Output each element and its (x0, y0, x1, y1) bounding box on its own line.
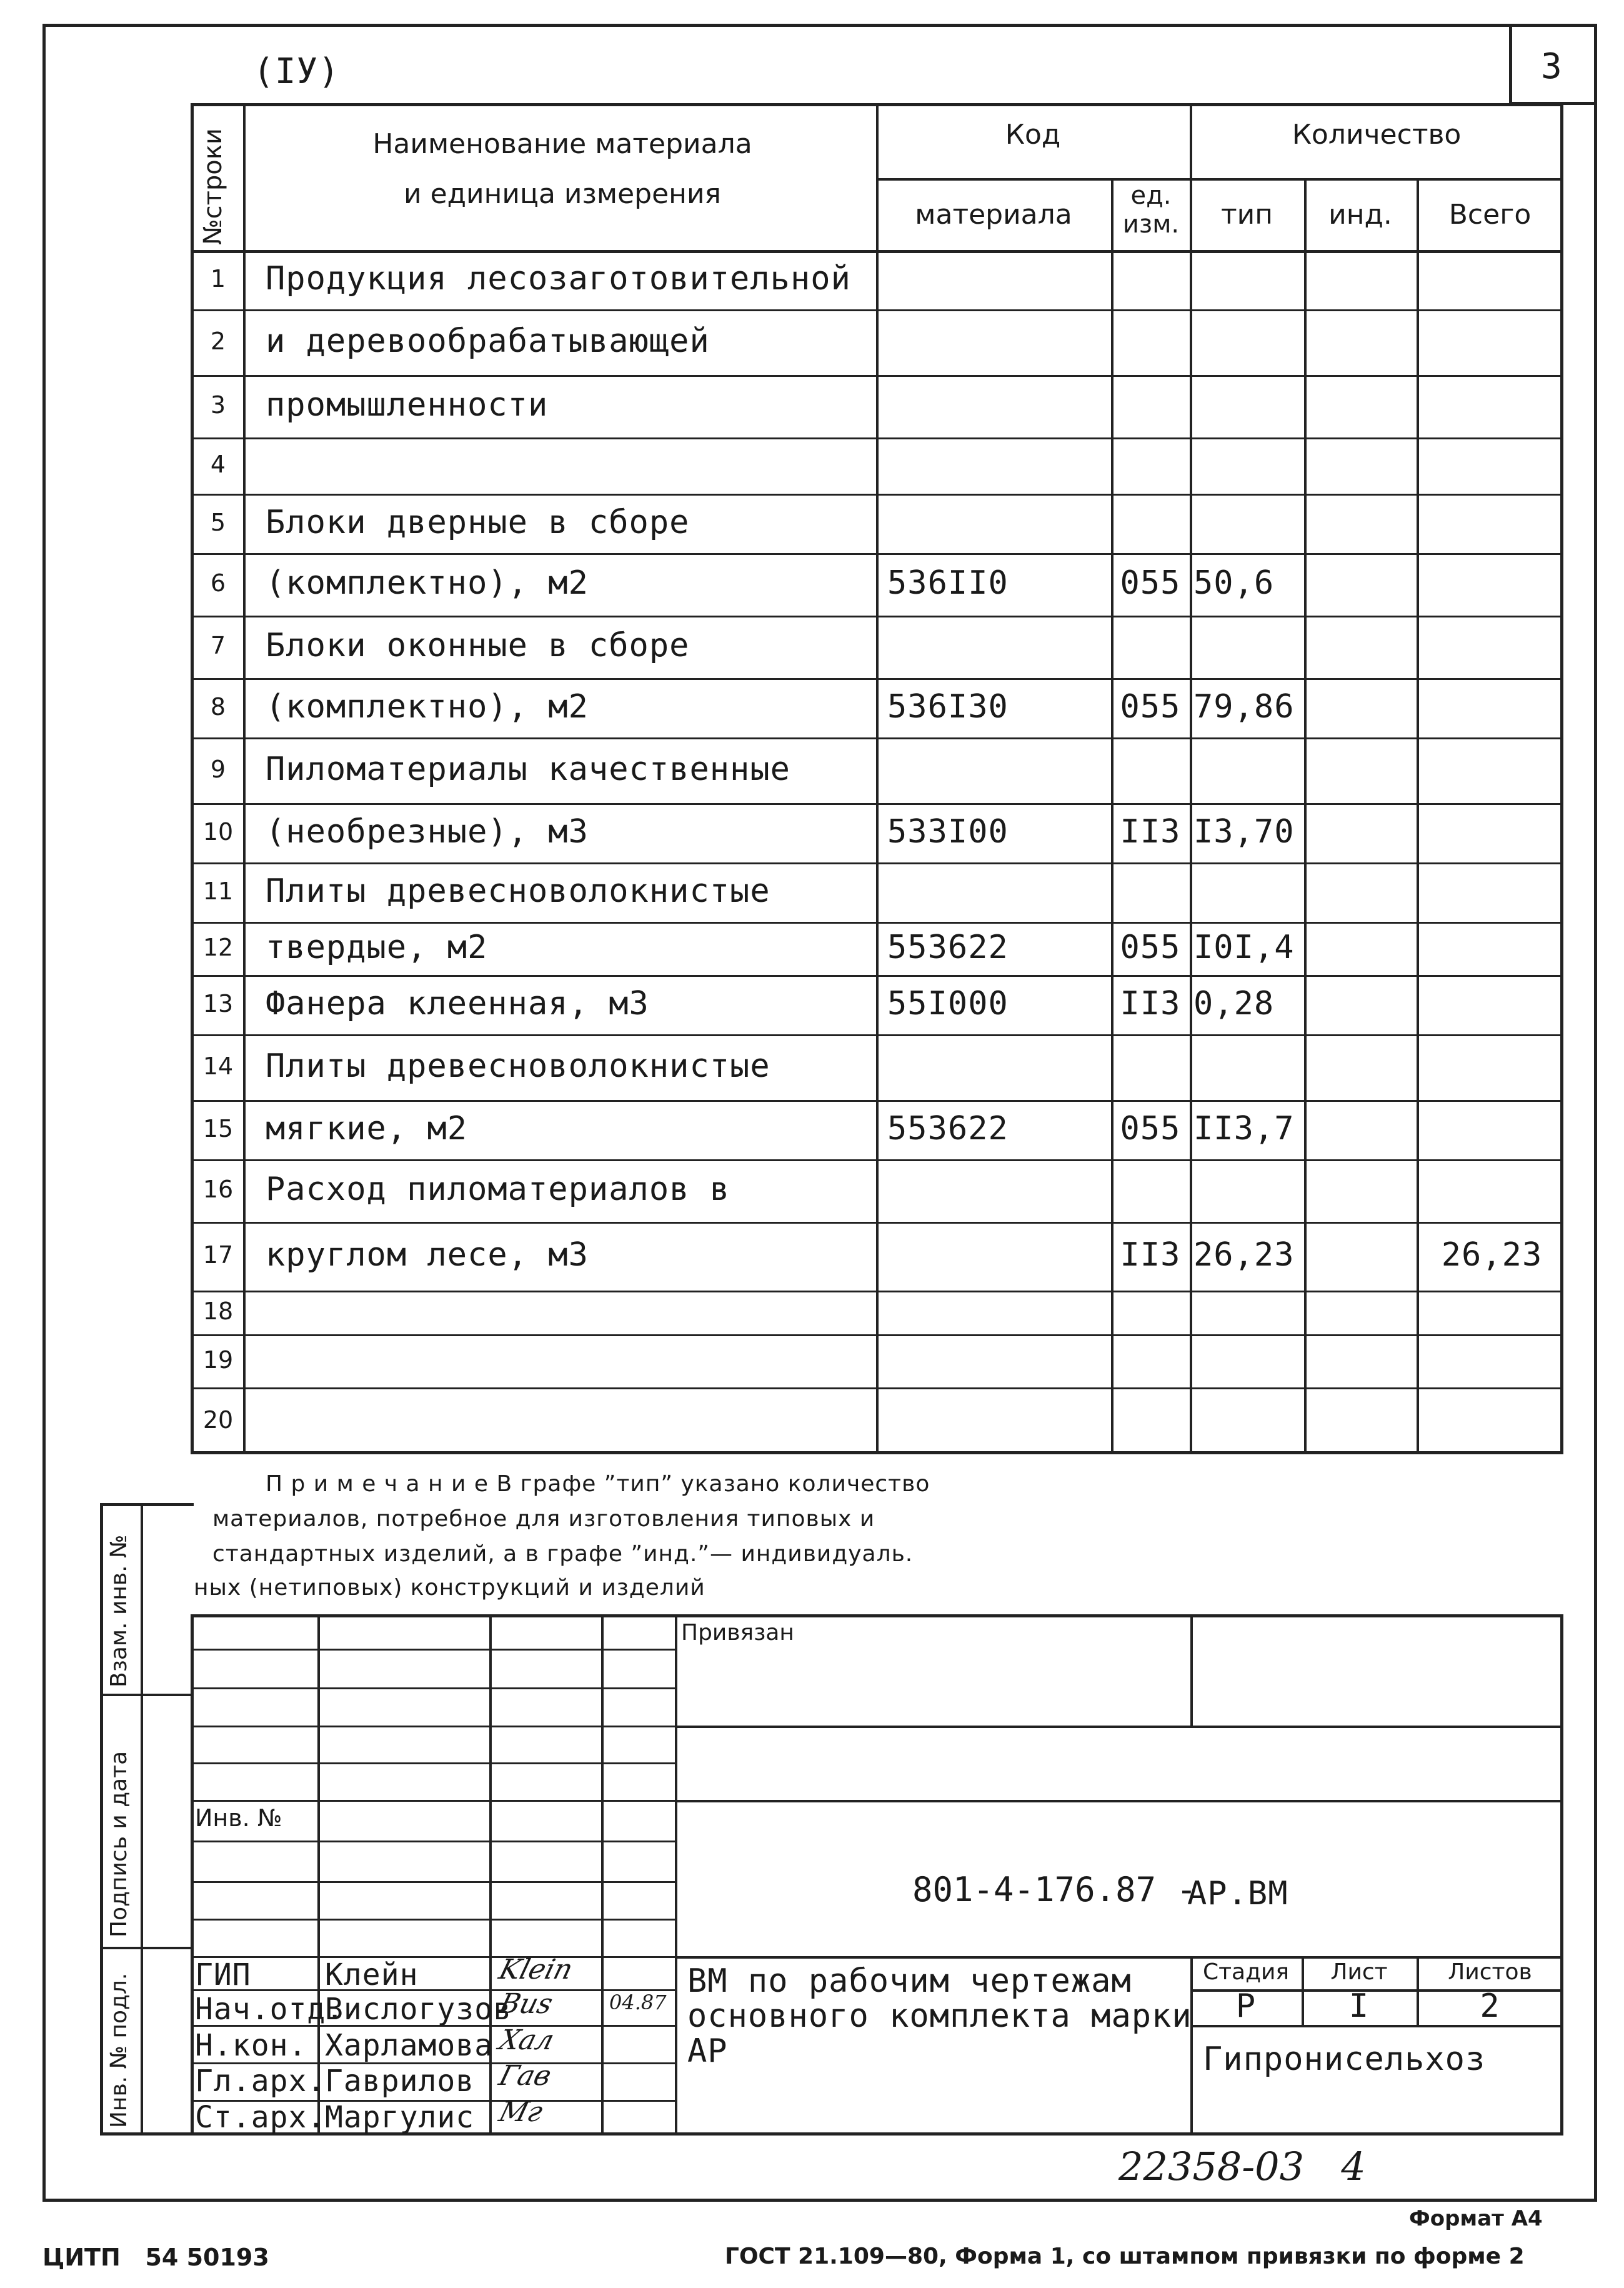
row-number: 15 (202, 1114, 234, 1142)
stamp-grid-line (191, 1989, 675, 1991)
stamp-line-privyazan (675, 1726, 1563, 1728)
cell-name: и деревообрабатывающей (266, 322, 710, 360)
cell-name: мягкие, м2 (266, 1109, 468, 1147)
header-code: Код (1005, 119, 1061, 151)
stamp-privyazan-divider (1190, 1614, 1193, 1726)
stamp-grid-line (191, 1687, 675, 1689)
stage-label: Стадия (1202, 1959, 1290, 1985)
footer-right: ГОСТ 21.109—80, Форма 1, со штампом привязки по форме 2 (725, 2244, 1525, 2269)
handwritten-signature: Klein (496, 1954, 577, 1986)
stamp-grid-line (191, 1762, 675, 1764)
cell-name: твердые, м2 (266, 928, 488, 966)
cell-type: 50,6 (1193, 564, 1275, 602)
row-number: 12 (202, 933, 234, 961)
row-number: 11 (202, 877, 234, 905)
header-qty-total: Всего (1448, 199, 1532, 231)
row-separator (191, 1334, 1563, 1336)
row-number: 4 (210, 451, 226, 478)
sheets-label: Листов (1448, 1959, 1532, 1985)
footer-left: ЦИТП 54 50193 (42, 2244, 269, 2271)
row-separator (191, 1387, 1563, 1389)
signer-role: Н.кон. (195, 2028, 307, 2063)
stamp-col-3 (601, 1614, 604, 2136)
stamp-grid-line (191, 1919, 675, 1921)
header-subline (876, 178, 1563, 181)
row-number: 9 (210, 755, 226, 783)
stamp-stage-value-line (1190, 2025, 1563, 2027)
header-qty-ind: инд. (1328, 199, 1392, 231)
stamp-title-line2: основного комплекта марки (687, 1997, 1192, 2035)
cell-name: круглом лесе, м3 (266, 1236, 589, 1274)
stamp-line-mid (675, 1800, 1563, 1802)
cell-name: Плиты древесноволокнистые (266, 872, 770, 910)
row-number: 14 (202, 1052, 234, 1080)
sheets-value: 2 (1480, 1987, 1500, 2025)
header-bottom-line (191, 250, 1563, 253)
row-separator (191, 737, 1563, 739)
row-number: 6 (210, 569, 226, 597)
note-line2: материалов, потребное для изготовления типовых и (212, 1506, 875, 1532)
row-number: 19 (202, 1346, 234, 1374)
stamp-title-line3: АР (687, 2032, 728, 2070)
row-separator (191, 1100, 1563, 1102)
row-number: 7 (210, 632, 226, 659)
row-separator (191, 309, 1563, 311)
cell-type: 79,86 (1193, 687, 1295, 726)
header-row-no: №строки (199, 128, 227, 245)
row-number: 13 (202, 989, 234, 1017)
col-line-ind (1417, 178, 1419, 1454)
cell-name: (комплектно), м2 (266, 564, 589, 602)
cell-name: (комплектно), м2 (266, 687, 589, 726)
signer-name: Вислогузов (325, 1992, 512, 2027)
stamp-grid-line (191, 1800, 675, 1802)
col-line-name (876, 103, 879, 1454)
row-separator (191, 975, 1563, 977)
row-separator (191, 1222, 1563, 1224)
signer-role: Нач.отд. (195, 1992, 345, 2027)
cell-name: Пиломатериалы качественные (266, 750, 790, 788)
stamp-grid-line (191, 1649, 675, 1651)
row-separator (191, 922, 1563, 924)
note-line3: стандартных изделий, а в графе ”инд.”— индивидуаль. (212, 1541, 914, 1567)
cell-code: 553622 (887, 1109, 1009, 1147)
cell-type: II3,7 (1193, 1109, 1295, 1147)
header-quantity: Количество (1292, 119, 1462, 151)
row-number: 17 (202, 1241, 234, 1269)
cell-unit: II3 (1120, 1236, 1181, 1274)
cell-type: 0,28 (1193, 984, 1275, 1022)
sheet-label: Лист (1330, 1959, 1388, 1985)
stamp-doc-code-typed: АР.ВМ (1187, 1875, 1288, 1912)
row-number: 16 (202, 1176, 234, 1203)
sheet-top-label: (IУ) (253, 51, 340, 92)
side-label-inv-podl: Инв. № подл. (106, 1972, 132, 2128)
cell-code: 536I30 (887, 687, 1009, 726)
row-separator (191, 1034, 1563, 1036)
row-separator (191, 678, 1563, 680)
row-number: 2 (210, 327, 226, 355)
signer-role: Ст.арх. (195, 2100, 326, 2135)
row-separator (191, 437, 1563, 439)
row-separator (191, 862, 1563, 864)
stamp-privyazan-label: Привязан (681, 1620, 794, 1646)
row-number: 8 (210, 692, 226, 721)
cell-unit: II3 (1120, 984, 1181, 1022)
stamp-col-4 (675, 1614, 677, 2136)
row-number: 10 (202, 817, 234, 846)
stamp-grid-line (191, 1726, 675, 1727)
signer-name: Харламова (325, 2028, 494, 2063)
format-label: Формат А4 (1409, 2206, 1543, 2231)
signer-name: Клейн (325, 1957, 419, 1992)
cell-unit: 055 (1120, 1109, 1181, 1147)
row-number: 3 (210, 391, 226, 419)
handwritten-signature: Виs (496, 1988, 557, 2020)
cell-code: 55I000 (887, 984, 1009, 1022)
row-separator (191, 494, 1563, 496)
signer-role: ГИП (195, 1957, 251, 1992)
side-label-vzam: Взам. инв. № (106, 1534, 132, 1687)
row-separator (191, 1159, 1563, 1161)
note-line4: ных (нетиповых) конструкций и изделий (194, 1575, 705, 1601)
side-strip-divider (141, 1503, 143, 2136)
row-separator (191, 616, 1563, 617)
cell-name: промышленности (266, 386, 549, 424)
header-name-line2: и единица измерения (403, 178, 722, 210)
note-line1: П р и м е ч а н и е В графе ”тип” указано количество (266, 1471, 930, 1497)
cell-unit: 055 (1120, 564, 1181, 602)
cell-unit: 055 (1120, 687, 1181, 726)
side-label-podpis: Подпись и дата (106, 1751, 132, 1937)
cell-unit: II3 (1120, 812, 1181, 851)
cell-type: I3,70 (1193, 812, 1295, 851)
handwritten-archive-number: 22358-03 4 (1118, 2144, 1366, 2189)
stamp-grid-line (191, 1841, 675, 1842)
side-strip-line-1 (100, 1694, 194, 1696)
stamp-inv-no-label: Инв. № (195, 1804, 282, 1832)
stamp-col-1 (317, 1614, 320, 2136)
stamp-doc-code-hand: 801-4-176.87 - (912, 1870, 1197, 1909)
row-separator (191, 803, 1563, 805)
page-number: 3 (1541, 46, 1563, 87)
approval-date: 04.87 (609, 1991, 667, 2014)
row-number: 20 (202, 1406, 234, 1434)
signer-name: Маргулис (325, 2100, 475, 2135)
cell-total: 26,23 (1441, 1236, 1543, 1274)
cell-type: 26,23 (1193, 1236, 1295, 1274)
cell-name: Плиты древесноволокнистые (266, 1047, 770, 1085)
handwritten-signature: Хал (496, 2024, 558, 2056)
row-number: 1 (210, 264, 226, 292)
signer-name: Гаврилов (325, 2064, 475, 2099)
row-separator (191, 553, 1563, 555)
cell-type: I0I,4 (1193, 928, 1295, 966)
row-number: 18 (202, 1297, 234, 1325)
header-name-line1: Наименование материала (372, 128, 752, 160)
col-line-rowno (243, 103, 246, 1454)
cell-code: 533I00 (887, 812, 1009, 851)
cell-name: Продукция лесозаготовительной (266, 259, 851, 297)
cell-name: Расход пиломатериалов в (266, 1171, 730, 1208)
stamp-grid-line (191, 1956, 675, 1958)
stamp-line-title (675, 1956, 1563, 1959)
cell-name: (необрезные), м3 (266, 812, 589, 851)
organization-name: Гипронисельхоз (1203, 2041, 1486, 2078)
cell-name: Блоки оконные в сборе (266, 627, 690, 664)
header-qty-type: тип (1221, 199, 1273, 231)
cell-unit: 055 (1120, 928, 1181, 966)
signer-role: Гл.арх. (195, 2064, 326, 2099)
col-line-type (1304, 178, 1307, 1454)
header-code-material: материала (915, 199, 1072, 231)
handwritten-signature: Гав (496, 2060, 555, 2092)
handwritten-signature: Мг (496, 2096, 547, 2128)
side-strip-line-2 (100, 1947, 194, 1949)
header-code-unit: ед. изм. (1122, 181, 1180, 239)
cell-code: 536II0 (887, 564, 1009, 602)
row-separator (191, 375, 1563, 377)
cell-name: Блоки дверные в сборе (266, 503, 690, 541)
row-number: 5 (210, 508, 226, 536)
stage-value: Р (1235, 1987, 1257, 2025)
sheet-value: I (1348, 1987, 1370, 2025)
col-line-unit (1190, 103, 1192, 1454)
stamp-grid-line (191, 1881, 675, 1883)
stamp-title-line1: ВМ по рабочим чертежам (687, 1962, 1132, 2000)
cell-name: Фанера клеенная, м3 (266, 984, 649, 1022)
row-separator (191, 1291, 1563, 1292)
cell-code: 553622 (887, 928, 1009, 966)
